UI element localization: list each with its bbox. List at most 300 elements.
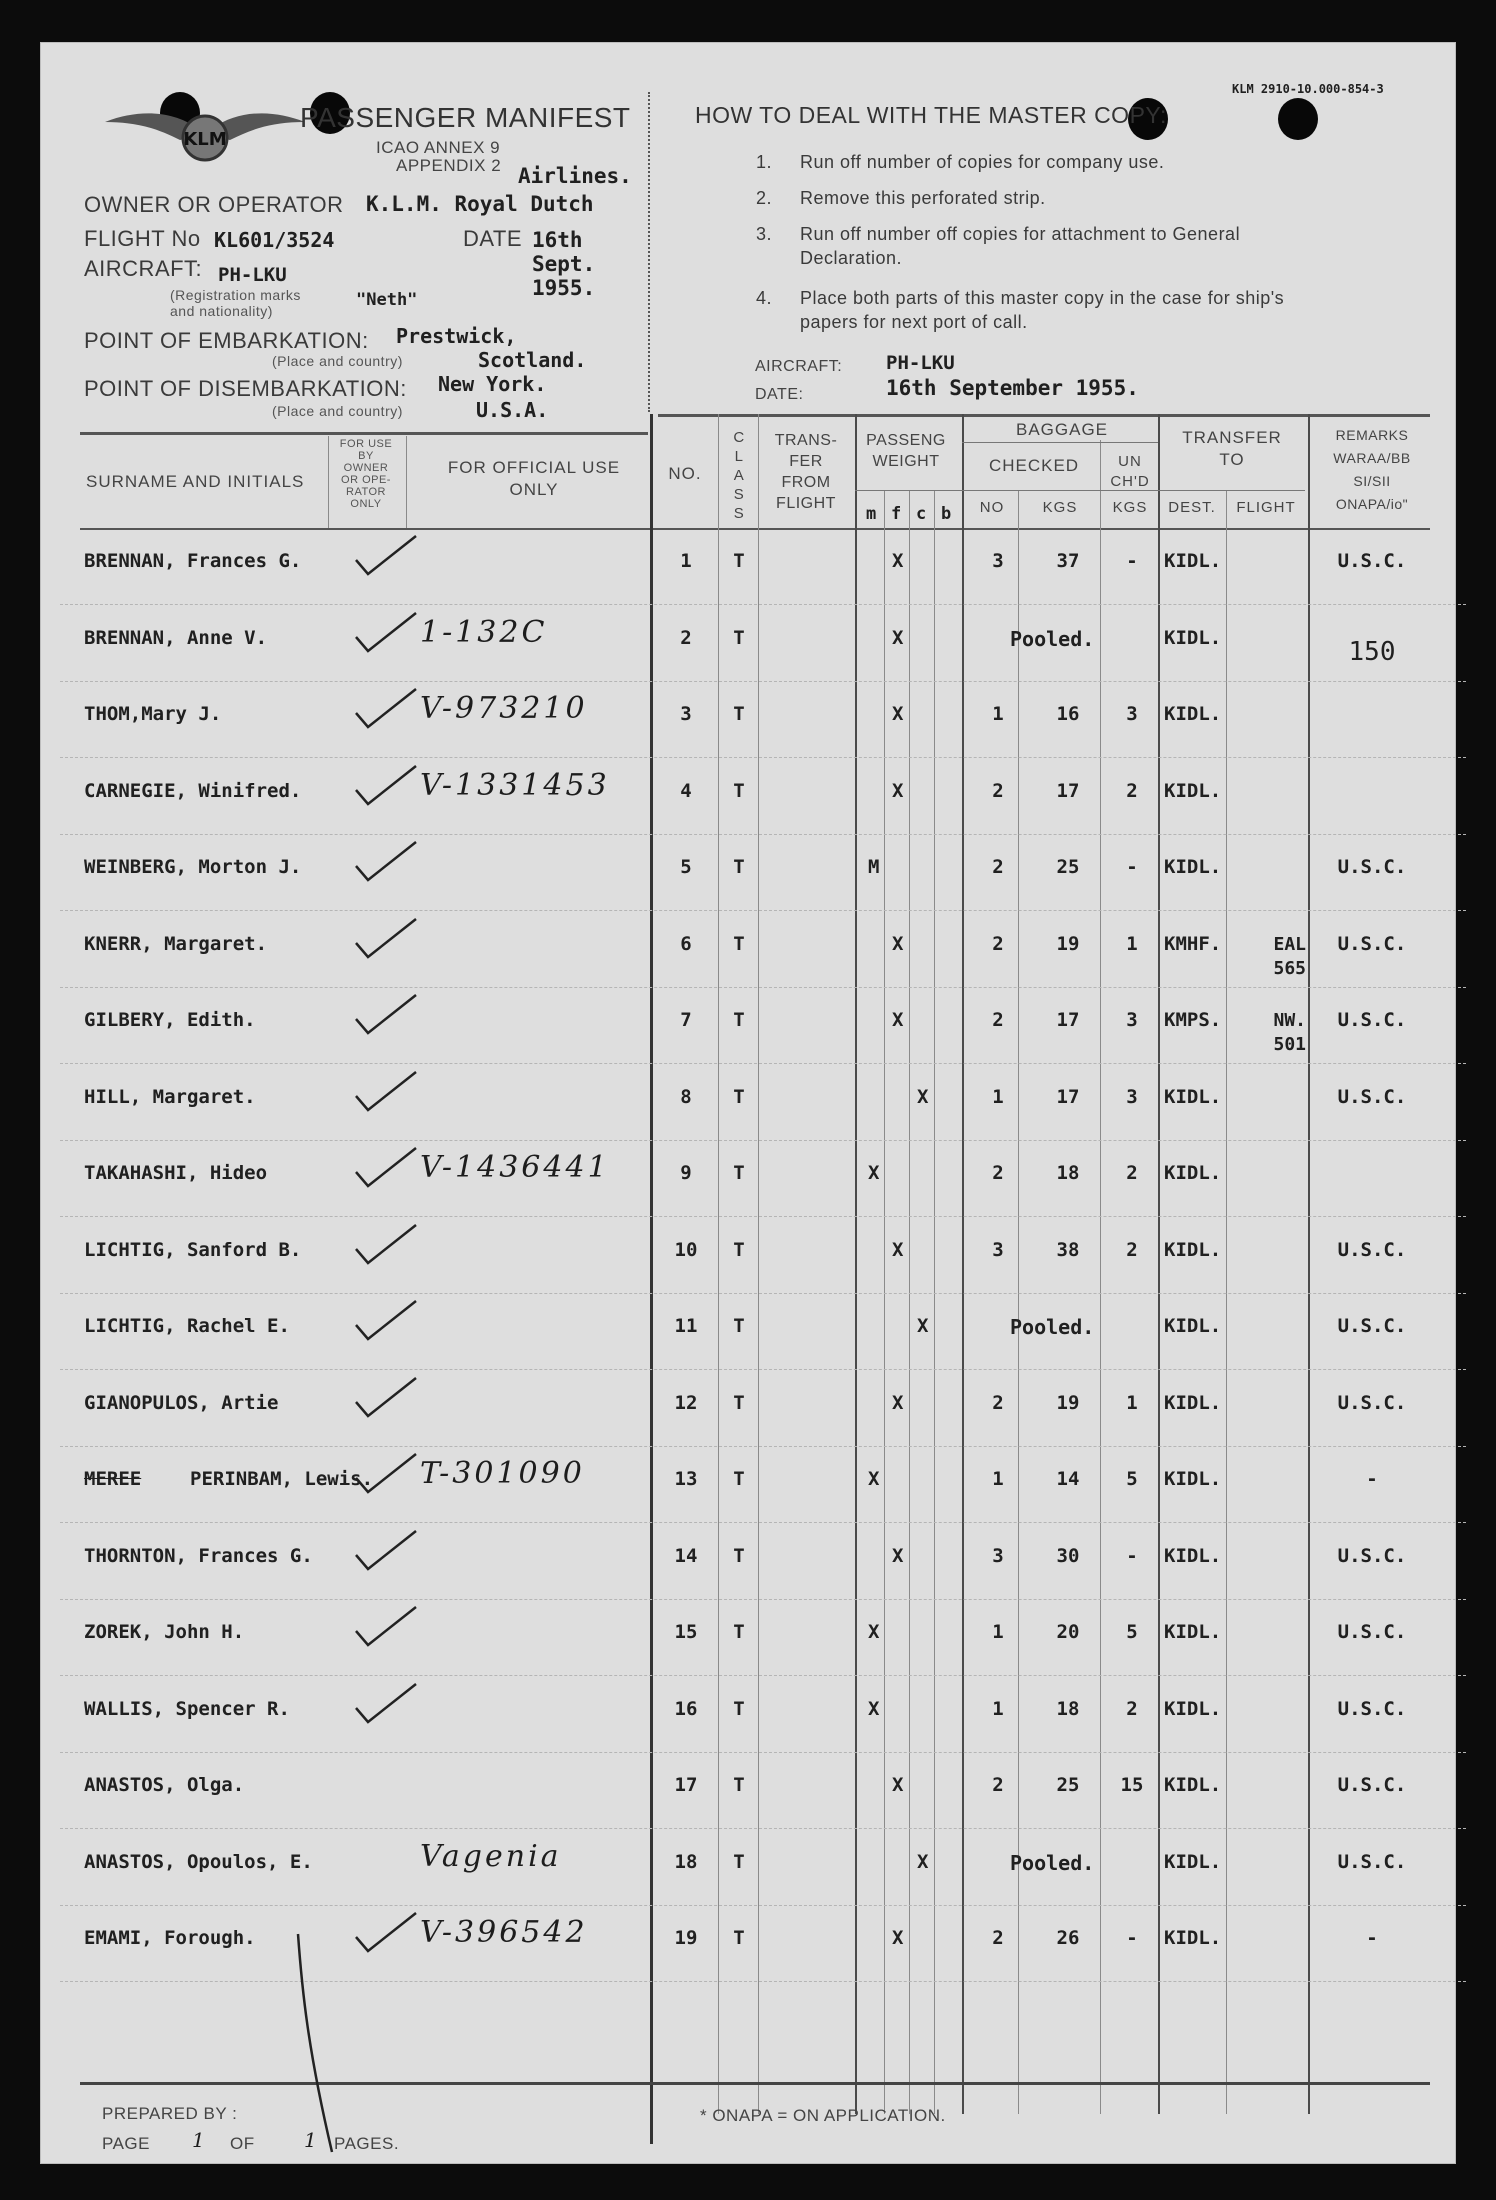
row-number: 14 bbox=[674, 1545, 698, 1567]
disembark-value-1: New York. bbox=[438, 372, 547, 396]
bag-count: 2 bbox=[992, 1774, 1004, 1796]
dest-code: KMHF. bbox=[1164, 933, 1222, 955]
unchecked-kgs: 5 bbox=[1126, 1621, 1138, 1643]
passenger-name: BRENNAN, Anne V. bbox=[84, 627, 268, 649]
col-checked: CHECKED bbox=[988, 456, 1080, 475]
bag-count: 2 bbox=[992, 780, 1004, 802]
instr-date-label: DATE: bbox=[755, 386, 804, 403]
owner-value-2: Airlines. bbox=[518, 164, 632, 188]
passenger-name: THOM,Mary J. bbox=[84, 703, 222, 725]
row-number: 6 bbox=[680, 933, 692, 955]
bag-kgs: 14 bbox=[1056, 1468, 1080, 1490]
weight-mark: X bbox=[892, 780, 904, 802]
transfer-from-line: FROM bbox=[781, 474, 831, 491]
bag-count: 1 bbox=[992, 1698, 1004, 1720]
passenger-name: ZOREK, John H. bbox=[84, 1621, 245, 1643]
row-number: 19 bbox=[674, 1927, 698, 1949]
check-mark-icon bbox=[352, 1601, 422, 1651]
dest-code: KIDL. bbox=[1164, 1851, 1222, 1873]
remarks-line: REMARKS bbox=[1335, 427, 1409, 443]
col-flight: FLIGHT bbox=[1236, 499, 1296, 516]
passeng-line: PASSENG bbox=[866, 432, 946, 449]
bag-count: 3 bbox=[992, 1545, 1004, 1567]
row-divider bbox=[60, 910, 1466, 912]
row-number: 4 bbox=[680, 780, 692, 802]
transfer-flight: EAL 565 bbox=[1273, 934, 1306, 979]
passenger-name: WALLIS, Spencer R. bbox=[84, 1698, 290, 1720]
sep-class bbox=[758, 414, 759, 2114]
row-divider bbox=[60, 1599, 1466, 1601]
klm-wings-logo bbox=[100, 100, 310, 170]
remarks-value: - bbox=[1366, 1927, 1378, 1949]
instructions-title: HOW TO DEAL WITH THE MASTER COPY: bbox=[695, 102, 1167, 128]
remarks-value: 150 bbox=[1348, 637, 1396, 667]
class-code: T bbox=[733, 856, 745, 878]
onapa-note: * ONAPA = ON APPLICATION. bbox=[700, 2106, 946, 2125]
weight-mark: X bbox=[892, 550, 904, 572]
class-code: T bbox=[733, 627, 745, 649]
row-divider bbox=[60, 1675, 1466, 1677]
row-number: 1 bbox=[680, 550, 692, 572]
row-number: 3 bbox=[680, 703, 692, 725]
bag-kgs: 16 bbox=[1056, 703, 1080, 725]
check-mark-icon bbox=[352, 1372, 422, 1422]
weight-mark: X bbox=[892, 1239, 904, 1261]
class-code: T bbox=[733, 1545, 745, 1567]
sep-f bbox=[909, 490, 910, 2114]
unchecked-kgs: 2 bbox=[1126, 780, 1138, 802]
class-code: T bbox=[733, 703, 745, 725]
row-number: 16 bbox=[674, 1698, 698, 1720]
remarks-value: U.S.C. bbox=[1337, 1698, 1407, 1720]
embark-value-2: Scotland. bbox=[478, 348, 587, 372]
passeng-line: WEIGHT bbox=[872, 453, 940, 470]
manifest-title: PASSENGER MANIFEST bbox=[300, 102, 631, 133]
weight-sub-label: b bbox=[941, 504, 952, 524]
unchecked-kgs: 2 bbox=[1126, 1698, 1138, 1720]
bag-kgs: 19 bbox=[1056, 1392, 1080, 1414]
bag-count: 1 bbox=[992, 703, 1004, 725]
sep-c bbox=[934, 490, 935, 2114]
class-code: T bbox=[733, 1927, 745, 1949]
passenger-name: THORNTON, Frances G. bbox=[84, 1545, 313, 1567]
flight-label: FLIGHT No bbox=[84, 226, 201, 251]
date-label: DATE bbox=[463, 226, 523, 251]
col-for-use bbox=[328, 438, 404, 510]
remarks-value: U.S.C. bbox=[1337, 1774, 1407, 1796]
date-day: 16th bbox=[532, 228, 583, 252]
sep-sub-row bbox=[855, 490, 1305, 491]
unchecked-kgs: 5 bbox=[1126, 1468, 1138, 1490]
passenger-name: HILL, Margaret. bbox=[84, 1086, 256, 1108]
class-code: T bbox=[733, 1621, 745, 1643]
page-number: 1 bbox=[192, 2128, 208, 2152]
col-bag-no: NO bbox=[979, 499, 1005, 516]
unchecked-kgs: - bbox=[1126, 1545, 1138, 1567]
official-number: V-1331453 bbox=[420, 768, 610, 803]
class-letter: A bbox=[733, 467, 745, 484]
perforation-line bbox=[648, 92, 650, 412]
row-divider bbox=[60, 987, 1466, 989]
instr-aircraft-label: AIRCRAFT: bbox=[755, 358, 843, 375]
row-number: 8 bbox=[680, 1086, 692, 1108]
date-month: Sept. bbox=[532, 252, 596, 276]
bag-kgs: 25 bbox=[1056, 1774, 1080, 1796]
weight-sub-label: f bbox=[891, 504, 902, 524]
remarks-value: U.S.C. bbox=[1337, 1392, 1407, 1414]
weight-mark: X bbox=[868, 1621, 880, 1643]
class-letter: L bbox=[734, 448, 744, 465]
sep-baggage-top bbox=[962, 442, 1158, 443]
remarks-line: ONAPA/io" bbox=[1335, 496, 1409, 512]
pages-number: 1 bbox=[304, 2128, 320, 2152]
class-code: T bbox=[733, 1698, 745, 1720]
weight-mark: X bbox=[868, 1162, 880, 1184]
for-use-line: OWNER bbox=[343, 462, 389, 474]
aircraft-label: AIRCRAFT: bbox=[84, 256, 203, 281]
weight-mark: M bbox=[868, 856, 880, 878]
instruction-number: 1. bbox=[756, 152, 773, 172]
row-divider bbox=[60, 1140, 1466, 1142]
row-number: 2 bbox=[680, 627, 692, 649]
col-official-2: ONLY bbox=[509, 480, 559, 499]
official-number: 1-132C bbox=[420, 615, 548, 650]
punch-hole-4 bbox=[1278, 98, 1318, 140]
row-divider bbox=[60, 834, 1466, 836]
prepared-by: PREPARED BY : bbox=[102, 2104, 238, 2123]
bag-kgs: 38 bbox=[1056, 1239, 1080, 1261]
weight-mark: X bbox=[892, 1545, 904, 1567]
check-mark-icon bbox=[352, 530, 422, 580]
col-transfer-to-2: TO bbox=[1219, 450, 1245, 469]
bag-count: 2 bbox=[992, 1162, 1004, 1184]
row-divider bbox=[60, 1369, 1466, 1371]
icao-annex: ICAO ANNEX 9 bbox=[376, 138, 501, 157]
dest-code: KIDL. bbox=[1164, 1545, 1222, 1567]
official-number: V-396542 bbox=[420, 1915, 588, 1950]
passenger-name: WEINBERG, Morton J. bbox=[84, 856, 302, 878]
official-number: T-301090 bbox=[420, 1456, 585, 1491]
for-use-line: FOR USE bbox=[339, 438, 393, 450]
sep-no bbox=[718, 414, 719, 2114]
unchecked-kgs: 1 bbox=[1126, 1392, 1138, 1414]
row-number: 7 bbox=[680, 1009, 692, 1031]
weight-sub-label: c bbox=[916, 504, 927, 524]
class-code: T bbox=[733, 933, 745, 955]
passenger-name: ANASTOS, Opoulos, E. bbox=[84, 1851, 313, 1873]
col-unchd-2: CH'D bbox=[1110, 473, 1150, 490]
dest-code: KIDL. bbox=[1164, 1698, 1222, 1720]
class-code: T bbox=[733, 1086, 745, 1108]
sep-tfrom bbox=[855, 414, 857, 2114]
bag-count: 3 bbox=[992, 1239, 1004, 1261]
unchecked-kgs: - bbox=[1126, 1927, 1138, 1949]
class-code: T bbox=[733, 780, 745, 802]
row-number: 15 bbox=[674, 1621, 698, 1643]
class-code: T bbox=[733, 1774, 745, 1796]
dest-code: KIDL. bbox=[1164, 703, 1222, 725]
embark-place-country: (Place and country) bbox=[272, 353, 403, 369]
remarks-line: WARAA/BB bbox=[1333, 450, 1411, 466]
for-use-line: OR OPE- bbox=[341, 474, 391, 486]
passenger-name: KNERR, Margaret. bbox=[84, 933, 268, 955]
unchecked-kgs: 3 bbox=[1126, 703, 1138, 725]
row-number: 18 bbox=[674, 1851, 698, 1873]
class-letter: S bbox=[733, 486, 745, 503]
for-use-line: ONLY bbox=[350, 498, 382, 510]
dest-code: KIDL. bbox=[1164, 627, 1222, 649]
check-mark-icon bbox=[352, 1907, 422, 1957]
remarks-value: U.S.C. bbox=[1337, 1009, 1407, 1031]
unchecked-kgs: 3 bbox=[1126, 1086, 1138, 1108]
passenger-name: ANASTOS, Olga. bbox=[84, 1774, 245, 1796]
col-transfer-from bbox=[764, 430, 848, 514]
class-code: T bbox=[733, 1239, 745, 1261]
aircraft-sub-2: and nationality) bbox=[170, 303, 273, 319]
col-class bbox=[728, 428, 750, 523]
weight-mark: X bbox=[892, 1392, 904, 1414]
col-dest: DEST. bbox=[1168, 499, 1216, 516]
passenger-name: LICHTIG, Sanford B. bbox=[84, 1239, 302, 1261]
unchecked-kgs: 1 bbox=[1126, 933, 1138, 955]
dest-code: KIDL. bbox=[1164, 1392, 1222, 1414]
bag-count: 2 bbox=[992, 1009, 1004, 1031]
weight-mark: X bbox=[917, 1315, 929, 1337]
unchecked-kgs: - bbox=[1126, 856, 1138, 878]
dest-code: KIDL. bbox=[1164, 1239, 1222, 1261]
bag-count: 1 bbox=[992, 1468, 1004, 1490]
official-number: V-1436441 bbox=[420, 1150, 610, 1185]
row-divider bbox=[60, 1752, 1466, 1754]
instr-date-value: 16th September 1955. bbox=[886, 376, 1139, 400]
remarks-value: U.S.C. bbox=[1337, 1239, 1407, 1261]
class-letter: C bbox=[733, 429, 745, 446]
bag-kgs: 18 bbox=[1056, 1698, 1080, 1720]
row-divider bbox=[60, 757, 1466, 759]
dest-code: KIDL. bbox=[1164, 1086, 1222, 1108]
row-divider bbox=[60, 681, 1466, 683]
bag-count: 2 bbox=[992, 1927, 1004, 1949]
row-number: 13 bbox=[674, 1468, 698, 1490]
passenger-name: GIANOPULOS, Artie bbox=[84, 1392, 279, 1414]
passenger-name: PERINBAM, Lewis. bbox=[190, 1468, 374, 1490]
bag-kgs: 26 bbox=[1056, 1927, 1080, 1949]
check-mark-icon bbox=[352, 760, 422, 810]
bag-count: 2 bbox=[992, 856, 1004, 878]
col-unchd-1: UN bbox=[1118, 453, 1142, 470]
bag-kgs: 20 bbox=[1056, 1621, 1080, 1643]
sep-left-right bbox=[650, 414, 653, 2144]
class-code: T bbox=[733, 1009, 745, 1031]
col-passenger-weight bbox=[860, 430, 952, 472]
sep-foruse-left bbox=[328, 436, 329, 528]
remarks-value: U.S.C. bbox=[1337, 856, 1407, 878]
pen-stroke bbox=[290, 1930, 340, 2160]
weight-mark: X bbox=[917, 1086, 929, 1108]
dest-code: KIDL. bbox=[1164, 1621, 1222, 1643]
embark-value-1: Prestwick, bbox=[396, 324, 517, 348]
row-divider bbox=[60, 1828, 1466, 1830]
header-rule-left bbox=[80, 432, 648, 435]
col-no: NO. bbox=[668, 464, 702, 483]
remarks-value: U.S.C. bbox=[1337, 1621, 1407, 1643]
weight-mark: X bbox=[892, 1009, 904, 1031]
dest-code: KIDL. bbox=[1164, 1468, 1222, 1490]
row-number: 12 bbox=[674, 1392, 698, 1414]
sep-kgs bbox=[1100, 440, 1101, 2114]
disembark-label: POINT OF DISEMBARKATION: bbox=[84, 376, 407, 401]
sep-dest bbox=[1226, 490, 1227, 2114]
bag-count: 3 bbox=[992, 550, 1004, 572]
transfer-from-line: TRANS- bbox=[774, 432, 838, 449]
instruction-text-cont: papers for next port of call. bbox=[800, 312, 1028, 332]
remarks-value: U.S.C. bbox=[1337, 933, 1407, 955]
check-mark-icon bbox=[352, 1295, 422, 1345]
passenger-name: GILBERY, Edith. bbox=[84, 1009, 256, 1031]
weight-mark: X bbox=[892, 703, 904, 725]
unchecked-kgs: 2 bbox=[1126, 1239, 1138, 1261]
class-code: T bbox=[733, 1392, 745, 1414]
weight-mark: X bbox=[892, 627, 904, 649]
row-number: 9 bbox=[680, 1162, 692, 1184]
col-bag-kgs: KGS bbox=[1042, 499, 1078, 516]
appendix: APPENDIX 2 bbox=[396, 156, 502, 175]
flight-value: KL601/3524 bbox=[214, 228, 335, 252]
official-number: V-973210 bbox=[420, 691, 588, 726]
unchecked-kgs: 15 bbox=[1120, 1774, 1144, 1796]
check-mark-icon bbox=[352, 836, 422, 886]
pooled-baggage: Pooled. bbox=[1010, 1315, 1095, 1339]
instruction-text: Remove this perforated strip. bbox=[800, 188, 1046, 208]
instruction-text-cont: Declaration. bbox=[800, 248, 903, 268]
owner-label: OWNER OR OPERATOR bbox=[84, 192, 344, 217]
passenger-name: CARNEGIE, Winifred. bbox=[84, 780, 302, 802]
sep-foruse-right bbox=[406, 436, 407, 528]
weight-mark: X bbox=[868, 1468, 880, 1490]
col-official-1: FOR OFFICIAL USE bbox=[447, 458, 621, 477]
bag-kgs: 17 bbox=[1056, 1086, 1080, 1108]
bag-kgs: 25 bbox=[1056, 856, 1080, 878]
remarks-value: U.S.C. bbox=[1337, 1086, 1407, 1108]
dest-code: KIDL. bbox=[1164, 1162, 1222, 1184]
row-divider bbox=[60, 1216, 1466, 1218]
dest-code: KMPS. bbox=[1164, 1009, 1222, 1031]
weight-mark: X bbox=[917, 1851, 929, 1873]
check-mark-icon bbox=[352, 1219, 422, 1269]
pooled-baggage: Pooled. bbox=[1010, 627, 1095, 651]
embark-label: POINT OF EMBARKATION: bbox=[84, 328, 369, 353]
bag-kgs: 17 bbox=[1056, 1009, 1080, 1031]
check-mark-icon bbox=[352, 1066, 422, 1116]
check-mark-icon bbox=[352, 1678, 422, 1728]
weight-mark: X bbox=[892, 1927, 904, 1949]
unchecked-kgs: 2 bbox=[1126, 1162, 1138, 1184]
instruction-number: 4. bbox=[756, 288, 773, 308]
row-divider bbox=[60, 1063, 1466, 1065]
nationality-value: "Neth" bbox=[356, 290, 418, 310]
check-mark-icon bbox=[352, 1525, 422, 1575]
pooled-baggage: Pooled. bbox=[1010, 1851, 1095, 1875]
bag-kgs: 18 bbox=[1056, 1162, 1080, 1184]
col-remarks bbox=[1314, 424, 1430, 516]
unchecked-kgs: 3 bbox=[1126, 1009, 1138, 1031]
sep-passeng bbox=[962, 414, 964, 2114]
bag-count: 2 bbox=[992, 1392, 1004, 1414]
passenger-name: TAKAHASHI, Hideo bbox=[84, 1162, 268, 1184]
row-number: 17 bbox=[674, 1774, 698, 1796]
weight-mark: X bbox=[868, 1698, 880, 1720]
for-use-line: BY bbox=[358, 450, 374, 462]
svg-text:KLM: KLM bbox=[183, 129, 227, 150]
col-unchd-kgs: KGS bbox=[1112, 499, 1148, 516]
row-divider bbox=[60, 1293, 1466, 1295]
official-number: Vagenia bbox=[420, 1839, 562, 1874]
header-rule-right bbox=[658, 414, 1430, 417]
row-divider bbox=[60, 1446, 1466, 1448]
transfer-from-line: FER bbox=[789, 453, 823, 470]
sep-baggage bbox=[1158, 414, 1160, 2114]
weight-mark: X bbox=[892, 1774, 904, 1796]
check-mark-icon bbox=[352, 989, 422, 1039]
bag-count: 1 bbox=[992, 1621, 1004, 1643]
footer-rule bbox=[80, 2082, 1430, 2085]
owner-value: K.L.M. Royal Dutch bbox=[366, 192, 594, 216]
dest-code: KIDL. bbox=[1164, 856, 1222, 878]
row-number: 11 bbox=[674, 1315, 698, 1337]
row-divider bbox=[60, 1522, 1466, 1524]
row-divider bbox=[60, 1905, 1466, 1907]
passenger-name: LICHTIG, Rachel E. bbox=[84, 1315, 290, 1337]
class-code: T bbox=[733, 1315, 745, 1337]
aircraft-sub-1: (Registration marks bbox=[170, 287, 301, 303]
class-code: T bbox=[733, 1851, 745, 1873]
pages-label: PAGES. bbox=[334, 2134, 400, 2153]
instruction-number: 2. bbox=[756, 188, 773, 208]
remarks-value: U.S.C. bbox=[1337, 1315, 1407, 1337]
dest-code: KIDL. bbox=[1164, 1315, 1222, 1337]
remarks-value: U.S.C. bbox=[1337, 1545, 1407, 1567]
aircraft-value: PH-LKU bbox=[218, 264, 287, 286]
dest-code: KIDL. bbox=[1164, 1774, 1222, 1796]
remarks-value: U.S.C. bbox=[1337, 550, 1407, 572]
bag-kgs: 17 bbox=[1056, 780, 1080, 802]
remarks-value: U.S.C. bbox=[1337, 1851, 1407, 1873]
weight-mark: X bbox=[892, 933, 904, 955]
row-divider bbox=[60, 1981, 1466, 1983]
check-mark-icon bbox=[352, 607, 422, 657]
dest-code: KIDL. bbox=[1164, 780, 1222, 802]
class-code: T bbox=[733, 1468, 745, 1490]
bag-kgs: 19 bbox=[1056, 933, 1080, 955]
transfer-flight: NW. 501 bbox=[1273, 1010, 1306, 1055]
form-number: KLM 2910-10.000-854-3 bbox=[1232, 82, 1384, 96]
instruction-text: Run off number off copies for attachment to General bbox=[800, 224, 1241, 244]
check-mark-icon bbox=[352, 683, 422, 733]
sep-m bbox=[884, 490, 885, 2114]
of-label: OF bbox=[230, 2134, 255, 2153]
row-number: 5 bbox=[680, 856, 692, 878]
header-bottom-rule bbox=[80, 528, 1430, 530]
disembark-value-2: U.S.A. bbox=[476, 398, 549, 422]
instruction-text: Place both parts of this master copy in the case for ship's bbox=[800, 288, 1285, 308]
bag-kgs: 30 bbox=[1056, 1545, 1080, 1567]
bag-count: 1 bbox=[992, 1086, 1004, 1108]
class-code: T bbox=[733, 550, 745, 572]
check-mark-icon bbox=[352, 1142, 422, 1192]
struck-name: MEREE bbox=[84, 1468, 142, 1490]
weight-sub-label: m bbox=[866, 504, 877, 524]
for-use-line: RATOR bbox=[346, 486, 386, 498]
